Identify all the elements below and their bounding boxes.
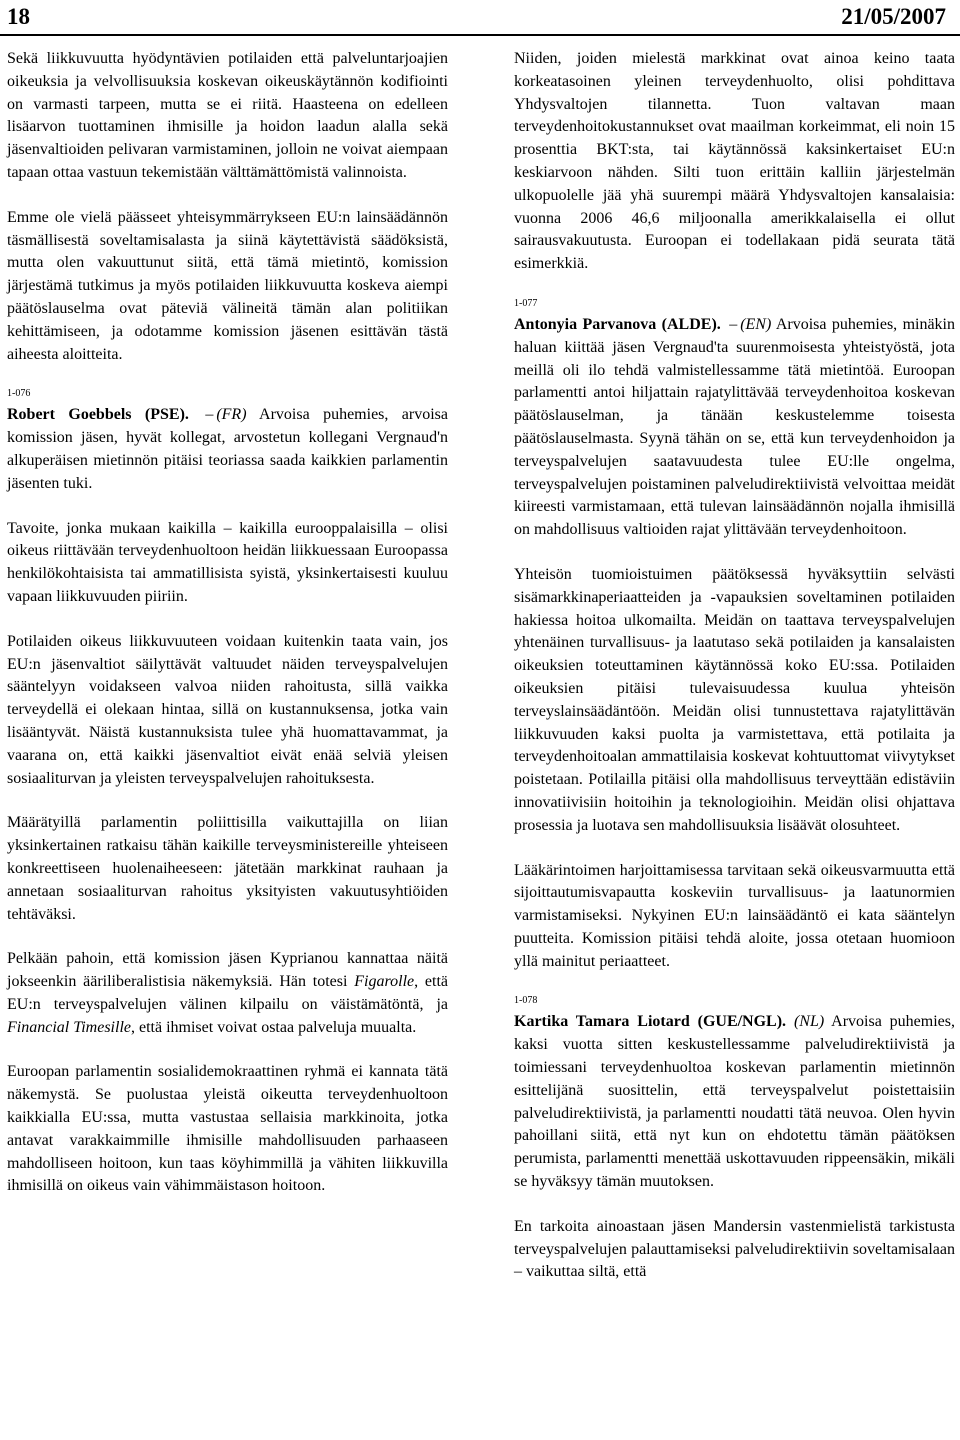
speaker-name: Antonyia Parvanova (ALDE). <box>514 315 721 333</box>
right-column <box>514 48 955 1306</box>
paragraph: Lääkärintoimen harjoittamisessa tarvitaan sekä oikeusvarmuutta että sijoittautumisvapautta koskeviin turvallisuus- ja laatunormien varmistamiseksi. Nykyinen EU:n lainsäädäntö ei kata sääntelyn puutteita. Komission pitäisi tehdä aloite, jossa otetaan huomioon yllä mainitut periaatteet. <box>514 861 955 970</box>
paragraph: Määrätyillä parlamentin poliittisilla vaikuttajilla on liian yksinkertainen ratkaisu tähän kaikille terveysministereille yhteiseen konkreettiseen huolenaiheeseen: jätetään markkinat rauhaan ja annetaan sosiaaliturvan rahoitus yksityisten vakuutusyhtiöiden tehtäväksi. <box>7 814 448 923</box>
page-number: 18 <box>7 4 30 29</box>
speech-reference: 1-078 <box>514 995 538 1007</box>
header-rule <box>0 34 960 36</box>
dash: – <box>205 406 214 424</box>
paragraph: En tarkoita ainoastaan jäsen Mandersin vastenmielistä tarkistusta terveyspalvelujen palauttamiseksi palveludirektiivin soveltamisalaan – vaikuttaa siltä, että <box>514 1217 955 1281</box>
publication-name: Financial Timesille <box>7 1018 131 1036</box>
paragraph: Sekä liikkuvuutta hyödyntävien potilaiden että palveluntarjoajien oikeuksia ja velvollisuuksia koskevan oikeuskäytännön kodifiointi on varmasti tarpeen, mutta se ei riitä. Haasteena on edelleen lisäarvon tuottaminen ihmisille ja hoidon laadun alalla sekä jäsenvaltioiden pelivaran varmistaminen, jolloin ne voivat aiempaan tapaan ottaa vastuun tekemistään välttämättömistä valinnoista. <box>7 50 448 181</box>
speech-text: Arvoisa puhemies, kaksi vuotta sitten keskustellessamme palveludirektiivistä ja toimiessani terveydenhuoltoa koskevan parlamentin mietinnön esittelijänä suosittelin, että terveyspalvelut poistettaisiin palveludirektiivistä, ja parlamentti noudatti tätä neuvoa. Olen hyvin pahoillani siitä, että nyt kun on ehdotettu tämän päätöksen perumista, parlamentti menettää uskottavuuden rippeensäkin, mikäli se hyväksyy tämän muutoksen. <box>514 1013 955 1191</box>
left-column <box>7 48 448 1220</box>
text-run: Pelkään pahoin, että komission jäsen Kyprianou kannattaa näitä jokseenkin ääriliberalistisia näkemyksiä. Hän totesi <box>7 950 448 991</box>
paragraph: Tavoite, jonka mukaan kaikilla – kaikilla eurooppalaisilla – olisi oikeus riittävään terveydenhuoltoon heidän liikkuessaan Euroopassa henkilökohtaisista tai ammatillisista syistä, yksinkertaisesti kuuluu vapaan liikkuvuuden piiriin. <box>7 519 448 605</box>
paragraph: Emme ole vielä päässeet yhteisymmärrykseen EU:n lainsäädännön täsmällisestä soveltamisalasta ja siinä käytettävistä säädöksistä, mutta olen vakuuttunut siitä, että tämä mietintö, komission järjestämä tutkimus ja myös potilaiden liikkuvuutta koskeva aiempi päätöslauselma ovat päteviä välineitä tämän alan politiikan kehittämiseen, ja odotamme komission jäsenen esittävän tästä aiheesta aloitteita. <box>7 208 448 363</box>
paragraph: Potilaiden oikeus liikkuvuuteen voidaan kuitenkin taata vain, jos EU:n jäsenvaltiot säilyttävät valtuudet näiden terveyspalvelujen sääntelyyn voidakseen valvoa niiden rahoitusta, sillä vaikka terveydellä ei olekaan hintaa, sillä on kustannuksensa, jotka vain lisääntyvät. Näistä kustannuksista tulee yhä huomattavammat, ja vaarana on, että kaikki jäsenvaltiot eivät enää selviä yleisen sosiaaliturvan ja yleisten terveyspalvelujen rahoituksesta. <box>7 632 448 787</box>
speaker-name: Robert Goebbels (PSE). <box>7 406 189 424</box>
speech-text: Arvoisa puhemies, minäkin haluan kiittää jäsen Vergnaud'ta suurenmoisesta yhteistyöstä, jota meillä oli ilo tehdä valmistellessamme tätä mietintöä. Euroopan parlamentti antoi hiljattain rajatylittävää terveydenhoitoa koskevan päätöslauselman, ja tänään keskustelemme toisesta päätöslauselmasta. Syynä tähän on se, että kun terveydenhoidon ja terveyspalvelujen saatavuudesta tulee EU:lle ongelma, terveyspalvelujen poistaminen palveludirektiivistä velvoittaa meidät kiireesti varmistamaan, että tulevan lainsäädännön nojalla ihmisillä on mahdollisuus valtioiden rajat ylittävään terveydenhoitoon. <box>514 315 956 539</box>
speech-reference: 1-076 <box>7 388 31 400</box>
language-tag: (FR) <box>216 406 247 424</box>
text-run: , että ihmiset voivat ostaa palveluja muualta. <box>131 1018 417 1036</box>
speech-paragraph <box>7 404 448 495</box>
language-tag: (NL) <box>793 1013 825 1031</box>
paragraph: Niiden, joiden mielestä markkinat ovat ainoa keino taata korkeatasoinen yleinen terveydenhuolto, olisi pohdittava Yhdysvaltojen tilannetta. Tuon valtavan maan terveydenhoitokustannukset ovat maailman korkeimmat, eli noin 15 prosenttia BKT:sta, tai käytännössä kaksinkertaiset EU:n keskiarvoon nähden. Silti tuon erittäin kalliin järjestelmän ulkopuolelle jää yhä suurempi määrä Yhdysvaltojen kansalaisia: vuonna 2006 46,6 miljoonalla amerikkalaisella ei ollut sairausvakuutusta. Euroopan ei todellakaan pidä seurata tätä esimerkkiä. <box>514 50 955 273</box>
speech-text: Arvoisa puhemies, arvoisa komission jäsen, hyvät kollegat, arvostetun kollegani Vergnaud'n alkuperäisen mietinnön pitäisi teoriassa saada kaikkien parlamentin jäsenten tuki. <box>7 406 449 492</box>
speaker-name: Kartika Tamara Liotard (GUE/NGL). <box>514 1013 787 1031</box>
page-header <box>0 0 960 34</box>
paragraph <box>7 948 448 1039</box>
publication-name: Figarolle <box>354 973 415 991</box>
speech-paragraph <box>514 314 955 542</box>
page-date: 21/05/2007 <box>841 4 946 29</box>
dash: – <box>729 315 738 333</box>
text-run: , että EU:n terveyspalvelujen välinen kilpailu on väistämätöntä, ja <box>7 973 449 1013</box>
language-tag: (EN) <box>740 315 772 333</box>
speech-reference: 1-077 <box>514 297 538 309</box>
paragraph: Euroopan parlamentin sosialidemokraattinen ryhmä ei kannata tätä näkemystä. Se puolustaa yleistä oikeutta terveydenhuoltoon kaikkialla EU:ssa, mutta vastustaa sellaisia markkinoita, jotka antavat varakkaimmille ihmisille mahdollisuuden parhaaseen mahdolliseen hoitoon, kun taas köyhimmillä ja vähiten liikkuvilla ihmisillä on oikeus vain vähimmäistason hoitoon. <box>7 1063 448 1195</box>
paragraph: Yhteisön tuomioistuimen päätöksessä hyväksyttiin selvästi sisämarkkinaperiaatteiden ja -vapauksien soveltaminen potilaiden hakiessa hoitoa ulkomailta. Meidän on taattava terveyspalvelujen yhtenäinen turvallisuus- ja laatutaso sekä potilaiden ja kansalaisten oikeuksien toteuttaminen käytännössä koko EU:ssa. Potilaiden oikeuksien pitäisi tulevaisuudessa kuulua yhteisön terveyslainsäädäntöön. Meidän olisi tunnustettava rajatylittävän liikkuvuuden kaksi puolta ja varmistettava, että potilaita ja terveydenhoitoalan ammattilaisia koskevat kohtuuttomat viivytykset poistetaan. Potilailla pitäisi olla mahdollisuus terveyttään edistäviin innovatiivisiin hoitoihin ja teknologioihin. Meidän olisi ohjattava prosessia ja luotava sen mahdollisuuksia lisäävät olosuhteet. <box>514 565 955 834</box>
speech-paragraph <box>514 1011 955 1193</box>
